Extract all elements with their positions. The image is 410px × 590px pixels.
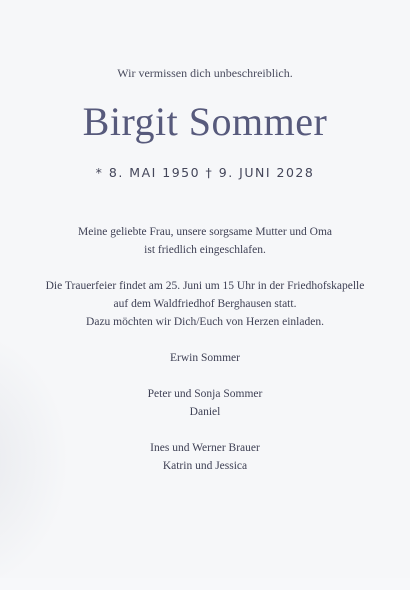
family-member: Ines und Werner Brauer: [150, 442, 260, 454]
message-line: ist friedlich eingeschlafen.: [144, 244, 266, 256]
ceremony-block: [0, 277, 410, 331]
family-member: Katrin und Jessica: [162, 460, 248, 472]
family-group-2: [0, 385, 410, 421]
family-member: Erwin Sommer: [170, 352, 240, 364]
family-member: Daniel: [189, 406, 221, 418]
intro-text: Wir vermissen dich unbeschreiblich.: [117, 66, 293, 80]
deceased-name: Birgit Sommer: [82, 99, 328, 144]
ceremony-line: Die Trauerfeier findet am 25. Juni um 15 Uhr in der Friedhofskapelle: [45, 280, 365, 292]
ceremony-line: Dazu möchten wir Dich/Euch von Herzen einladen.: [86, 316, 324, 328]
family-member: Peter und Sonja Sommer: [147, 388, 263, 400]
message-block: [0, 223, 410, 259]
ceremony-line: auf dem Waldfriedhof Berghausen statt.: [113, 298, 297, 310]
life-dates: * 8. MAI 1950 † 9. JUNI 2028: [95, 165, 315, 180]
message-line: Meine geliebte Frau, unsere sorgsame Mutter und Oma: [78, 226, 332, 238]
family-group-3: [0, 439, 410, 475]
family-group-1: [0, 349, 410, 367]
